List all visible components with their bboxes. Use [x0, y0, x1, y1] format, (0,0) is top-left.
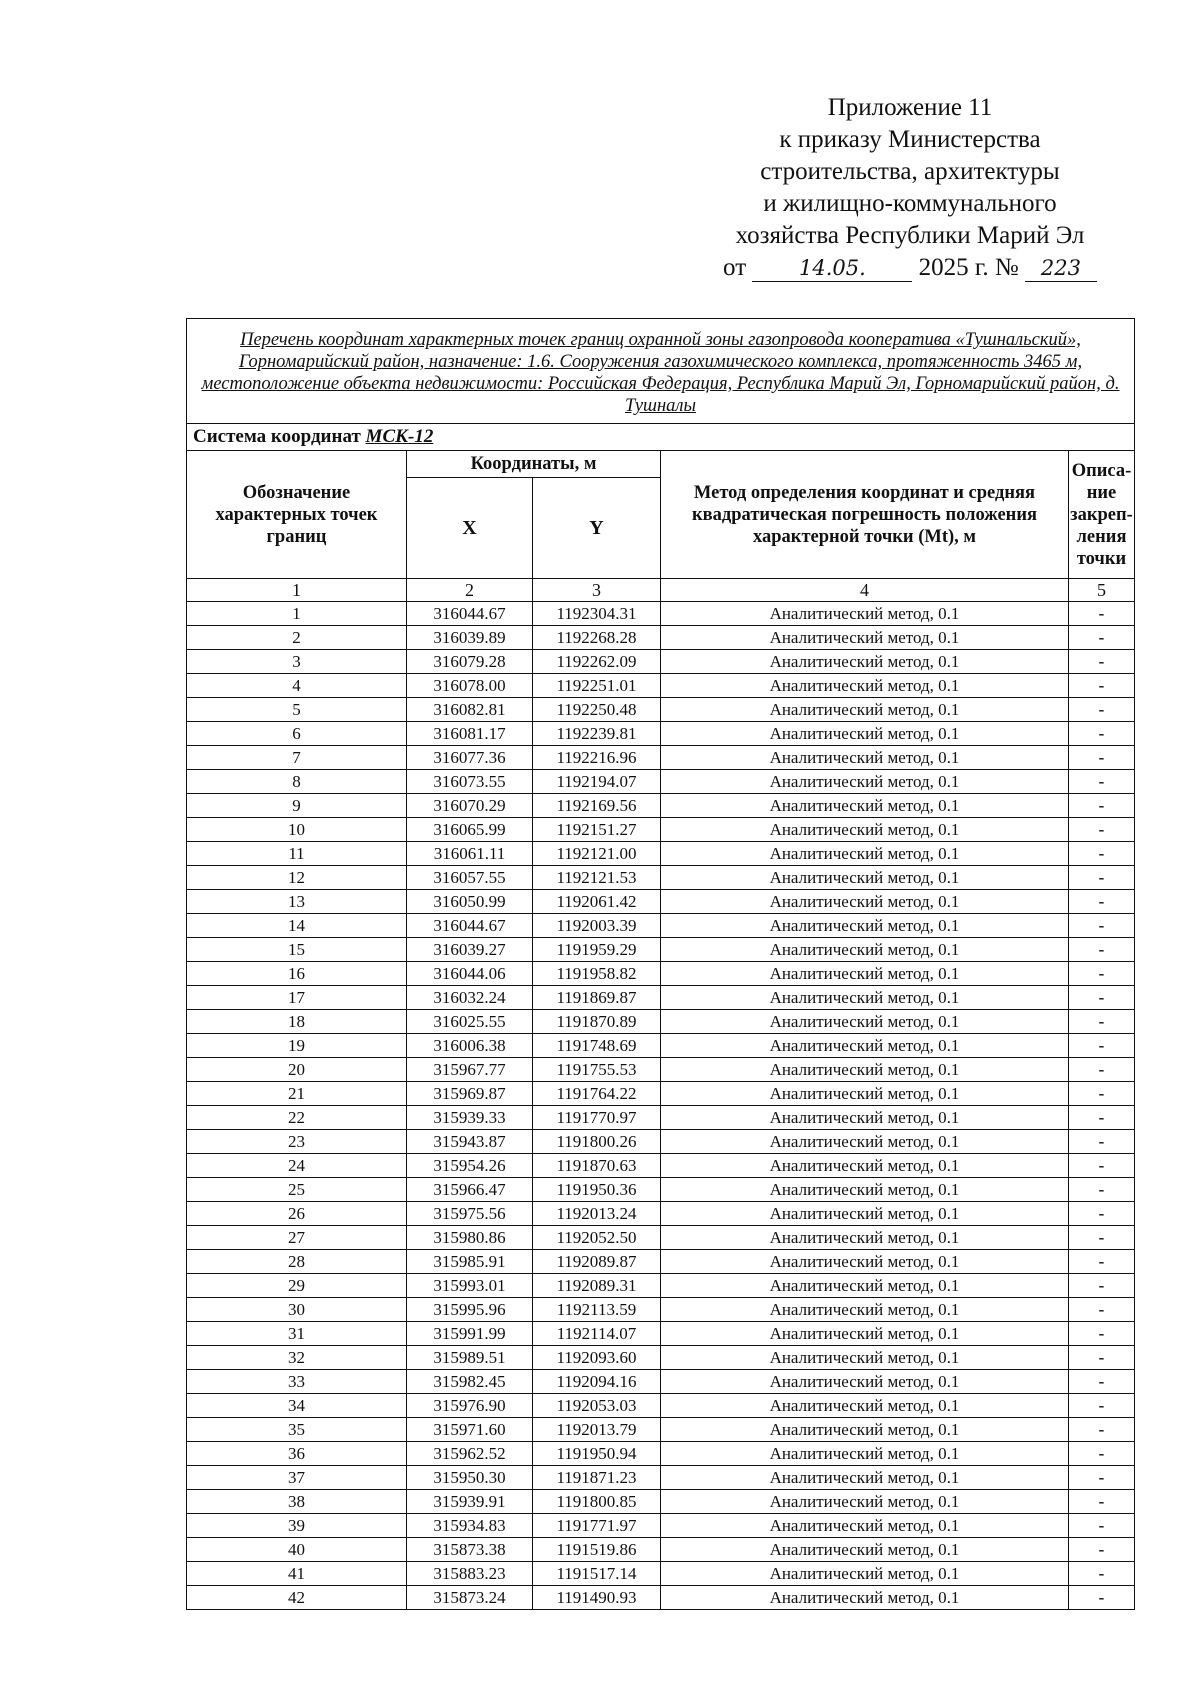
point-number-cell: 34	[187, 1394, 407, 1418]
description-cell: -	[1069, 770, 1135, 794]
table-row	[187, 1082, 1135, 1106]
x-coordinate-cell: 316081.17	[407, 722, 533, 746]
description-cell: -	[1069, 1490, 1135, 1514]
description-cell: -	[1069, 1586, 1135, 1610]
x-coordinate-cell: 316044.67	[407, 602, 533, 626]
ministry-line-1: строительства, архитектуры	[760, 158, 1060, 185]
coordinate-system-row	[187, 424, 1135, 451]
description-cell: -	[1069, 1058, 1135, 1082]
column-number: 4	[661, 579, 1069, 602]
description-cell: -	[1069, 1010, 1135, 1034]
y-coordinate-cell: 1192089.87	[533, 1250, 661, 1274]
x-coordinate-cell: 315939.33	[407, 1106, 533, 1130]
point-number-cell: 14	[187, 914, 407, 938]
x-coordinate-cell: 315967.77	[407, 1058, 533, 1082]
method-cell: Аналитический метод, 0.1	[661, 1466, 1069, 1490]
description-cell: -	[1069, 842, 1135, 866]
description-cell: -	[1069, 1538, 1135, 1562]
description-cell: -	[1069, 722, 1135, 746]
description-cell: -	[1069, 818, 1135, 842]
x-coordinate-cell: 315982.45	[407, 1370, 533, 1394]
table-row	[187, 986, 1135, 1010]
header-method: Метод определения координат и средняя квадратическая погрешность положения характерной точки (Mt), м	[661, 451, 1069, 579]
description-cell: -	[1069, 914, 1135, 938]
y-coordinate-cell: 1192052.50	[533, 1226, 661, 1250]
table-row	[187, 1562, 1135, 1586]
description-cell: -	[1069, 1562, 1135, 1586]
column-number: 2	[407, 579, 533, 602]
table-row	[187, 1466, 1135, 1490]
table-row	[187, 1370, 1135, 1394]
order-year-label: 2025 г. №	[918, 254, 1019, 281]
description-cell: -	[1069, 746, 1135, 770]
x-coordinate-cell: 315962.52	[407, 1442, 533, 1466]
method-cell: Аналитический метод, 0.1	[661, 1202, 1069, 1226]
y-coordinate-cell: 1191870.63	[533, 1154, 661, 1178]
method-cell: Аналитический метод, 0.1	[661, 1298, 1069, 1322]
point-number-cell: 4	[187, 674, 407, 698]
order-reference-line: к приказу Министерства	[779, 126, 1041, 153]
method-cell: Аналитический метод, 0.1	[661, 1442, 1069, 1466]
description-cell: -	[1069, 890, 1135, 914]
table-row	[187, 962, 1135, 986]
order-date-line	[690, 252, 1130, 284]
point-number-cell: 32	[187, 1346, 407, 1370]
point-number-cell: 11	[187, 842, 407, 866]
table-row	[187, 746, 1135, 770]
description-cell: -	[1069, 1082, 1135, 1106]
description-cell: -	[1069, 602, 1135, 626]
table-row	[187, 650, 1135, 674]
description-cell: -	[1069, 794, 1135, 818]
point-number-cell: 23	[187, 1130, 407, 1154]
table-row	[187, 1586, 1135, 1610]
table-row	[187, 1226, 1135, 1250]
table-row	[187, 1010, 1135, 1034]
point-number-cell: 12	[187, 866, 407, 890]
x-coordinate-cell: 316065.99	[407, 818, 533, 842]
table-row	[187, 770, 1135, 794]
y-coordinate-cell: 1191958.82	[533, 962, 661, 986]
description-cell: -	[1069, 1514, 1135, 1538]
y-coordinate-cell: 1192169.56	[533, 794, 661, 818]
y-coordinate-cell: 1192061.42	[533, 890, 661, 914]
x-coordinate-cell: 315995.96	[407, 1298, 533, 1322]
method-cell: Аналитический метод, 0.1	[661, 1322, 1069, 1346]
ministry-line-3: хозяйства Республики Марий Эл	[735, 222, 1085, 249]
y-coordinate-cell: 1191764.22	[533, 1082, 661, 1106]
point-number-cell: 39	[187, 1514, 407, 1538]
y-coordinate-cell: 1191950.94	[533, 1442, 661, 1466]
method-cell: Аналитический метод, 0.1	[661, 1586, 1069, 1610]
x-coordinate-cell: 315873.24	[407, 1586, 533, 1610]
description-cell: -	[1069, 650, 1135, 674]
x-coordinate-cell: 316044.06	[407, 962, 533, 986]
description-cell: -	[1069, 1466, 1135, 1490]
method-cell: Аналитический метод, 0.1	[661, 1490, 1069, 1514]
y-coordinate-cell: 1192304.31	[533, 602, 661, 626]
point-number-cell: 30	[187, 1298, 407, 1322]
method-cell: Аналитический метод, 0.1	[661, 1106, 1069, 1130]
method-cell: Аналитический метод, 0.1	[661, 602, 1069, 626]
y-coordinate-cell: 1191748.69	[533, 1034, 661, 1058]
y-coordinate-cell: 1191517.14	[533, 1562, 661, 1586]
point-number-cell: 42	[187, 1586, 407, 1610]
table-row	[187, 1418, 1135, 1442]
method-cell: Аналитический метод, 0.1	[661, 1562, 1069, 1586]
coordinate-system-value: МСК-12	[365, 426, 434, 447]
point-number-cell: 38	[187, 1490, 407, 1514]
method-cell: Аналитический метод, 0.1	[661, 1082, 1069, 1106]
x-coordinate-cell: 316077.36	[407, 746, 533, 770]
point-number-cell: 7	[187, 746, 407, 770]
appendix-title: Приложение 11	[827, 94, 993, 121]
method-cell: Аналитический метод, 0.1	[661, 962, 1069, 986]
y-coordinate-cell: 1191771.97	[533, 1514, 661, 1538]
x-coordinate-cell: 316044.67	[407, 914, 533, 938]
y-coordinate-cell: 1192013.24	[533, 1202, 661, 1226]
method-cell: Аналитический метод, 0.1	[661, 794, 1069, 818]
method-cell: Аналитический метод, 0.1	[661, 722, 1069, 746]
y-coordinate-cell: 1191490.93	[533, 1586, 661, 1610]
x-coordinate-cell: 315971.60	[407, 1418, 533, 1442]
table-row	[187, 1274, 1135, 1298]
description-cell: -	[1069, 698, 1135, 722]
point-number-cell: 19	[187, 1034, 407, 1058]
point-number-cell: 37	[187, 1466, 407, 1490]
point-number-cell: 18	[187, 1010, 407, 1034]
x-coordinate-cell: 315969.87	[407, 1082, 533, 1106]
table-row	[187, 842, 1135, 866]
x-coordinate-cell: 315980.86	[407, 1226, 533, 1250]
table-row	[187, 1490, 1135, 1514]
method-cell: Аналитический метод, 0.1	[661, 986, 1069, 1010]
table-row	[187, 1250, 1135, 1274]
point-number-cell: 24	[187, 1154, 407, 1178]
table-row	[187, 602, 1135, 626]
table-row	[187, 1514, 1135, 1538]
point-number-cell: 35	[187, 1418, 407, 1442]
method-cell: Аналитический метод, 0.1	[661, 890, 1069, 914]
y-coordinate-cell: 1192003.39	[533, 914, 661, 938]
description-cell: -	[1069, 1418, 1135, 1442]
order-date-handwritten: 14.05.	[752, 255, 912, 282]
description-cell: -	[1069, 1154, 1135, 1178]
y-coordinate-cell: 1192239.81	[533, 722, 661, 746]
point-number-cell: 40	[187, 1538, 407, 1562]
y-coordinate-cell: 1191519.86	[533, 1538, 661, 1562]
method-cell: Аналитический метод, 0.1	[661, 1274, 1069, 1298]
x-coordinate-cell: 315934.83	[407, 1514, 533, 1538]
method-cell: Аналитический метод, 0.1	[661, 914, 1069, 938]
y-coordinate-cell: 1191869.87	[533, 986, 661, 1010]
table-row	[187, 698, 1135, 722]
description-cell: -	[1069, 1322, 1135, 1346]
y-coordinate-cell: 1192268.28	[533, 626, 661, 650]
table-row	[187, 1034, 1135, 1058]
y-coordinate-cell: 1192013.79	[533, 1418, 661, 1442]
description-cell: -	[1069, 1106, 1135, 1130]
y-coordinate-cell: 1191871.23	[533, 1466, 661, 1490]
table-row	[187, 1178, 1135, 1202]
y-coordinate-cell: 1192194.07	[533, 770, 661, 794]
table-row	[187, 1058, 1135, 1082]
x-coordinate-cell: 315950.30	[407, 1466, 533, 1490]
method-cell: Аналитический метод, 0.1	[661, 650, 1069, 674]
table-row	[187, 794, 1135, 818]
table-row	[187, 626, 1135, 650]
y-coordinate-cell: 1192251.01	[533, 674, 661, 698]
x-coordinate-cell: 315975.56	[407, 1202, 533, 1226]
column-number-row	[187, 579, 1135, 602]
method-cell: Аналитический метод, 0.1	[661, 1178, 1069, 1202]
y-coordinate-cell: 1192262.09	[533, 650, 661, 674]
x-coordinate-cell: 315939.91	[407, 1490, 533, 1514]
method-cell: Аналитический метод, 0.1	[661, 1010, 1069, 1034]
point-number-cell: 33	[187, 1370, 407, 1394]
point-number-cell: 29	[187, 1274, 407, 1298]
method-cell: Аналитический метод, 0.1	[661, 818, 1069, 842]
description-cell: -	[1069, 938, 1135, 962]
y-coordinate-cell: 1192089.31	[533, 1274, 661, 1298]
table-row	[187, 1346, 1135, 1370]
method-cell: Аналитический метод, 0.1	[661, 1370, 1069, 1394]
point-number-cell: 36	[187, 1442, 407, 1466]
table-row	[187, 914, 1135, 938]
description-cell: -	[1069, 626, 1135, 650]
table-row	[187, 866, 1135, 890]
x-coordinate-cell: 315954.26	[407, 1154, 533, 1178]
point-number-cell: 28	[187, 1250, 407, 1274]
description-cell: -	[1069, 1178, 1135, 1202]
description-cell: -	[1069, 1226, 1135, 1250]
description-cell: -	[1069, 1298, 1135, 1322]
point-number-cell: 20	[187, 1058, 407, 1082]
method-cell: Аналитический метод, 0.1	[661, 1394, 1069, 1418]
point-number-cell: 27	[187, 1226, 407, 1250]
description-cell: -	[1069, 1394, 1135, 1418]
description-cell: -	[1069, 674, 1135, 698]
method-cell: Аналитический метод, 0.1	[661, 842, 1069, 866]
y-coordinate-cell: 1192151.27	[533, 818, 661, 842]
method-cell: Аналитический метод, 0.1	[661, 1130, 1069, 1154]
table-row	[187, 1154, 1135, 1178]
appendix-header	[690, 92, 1130, 284]
x-coordinate-cell: 315985.91	[407, 1250, 533, 1274]
method-cell: Аналитический метод, 0.1	[661, 1154, 1069, 1178]
y-coordinate-cell: 1192216.96	[533, 746, 661, 770]
coordinates-table	[186, 318, 1135, 1610]
description-cell: -	[1069, 986, 1135, 1010]
method-cell: Аналитический метод, 0.1	[661, 698, 1069, 722]
x-coordinate-cell: 316073.55	[407, 770, 533, 794]
table-row	[187, 890, 1135, 914]
description-cell: -	[1069, 1130, 1135, 1154]
y-coordinate-cell: 1192121.53	[533, 866, 661, 890]
y-coordinate-cell: 1192113.59	[533, 1298, 661, 1322]
x-coordinate-cell: 316057.55	[407, 866, 533, 890]
x-coordinate-cell: 315873.38	[407, 1538, 533, 1562]
header-description: Описа-ние закреп-ления точки	[1069, 451, 1135, 579]
method-cell: Аналитический метод, 0.1	[661, 938, 1069, 962]
point-number-cell: 26	[187, 1202, 407, 1226]
description-cell: -	[1069, 1274, 1135, 1298]
description-cell: -	[1069, 1346, 1135, 1370]
header-coordinates: Координаты, м	[407, 451, 661, 478]
column-number: 3	[533, 579, 661, 602]
point-number-cell: 25	[187, 1178, 407, 1202]
x-coordinate-cell: 315883.23	[407, 1562, 533, 1586]
table-row	[187, 722, 1135, 746]
order-number-handwritten: 223	[1025, 255, 1097, 282]
x-coordinate-cell: 316082.81	[407, 698, 533, 722]
y-coordinate-cell: 1191770.97	[533, 1106, 661, 1130]
point-number-cell: 15	[187, 938, 407, 962]
x-coordinate-cell: 315976.90	[407, 1394, 533, 1418]
method-cell: Аналитический метод, 0.1	[661, 674, 1069, 698]
x-coordinate-cell: 316050.99	[407, 890, 533, 914]
x-coordinate-cell: 316078.00	[407, 674, 533, 698]
table-row	[187, 1538, 1135, 1562]
description-cell: -	[1069, 1370, 1135, 1394]
point-number-cell: 16	[187, 962, 407, 986]
method-cell: Аналитический метод, 0.1	[661, 1226, 1069, 1250]
date-prefix: от	[723, 254, 747, 281]
point-number-cell: 3	[187, 650, 407, 674]
point-number-cell: 41	[187, 1562, 407, 1586]
point-number-cell: 13	[187, 890, 407, 914]
point-number-cell: 22	[187, 1106, 407, 1130]
table-row	[187, 1298, 1135, 1322]
table-row	[187, 1322, 1135, 1346]
table-row	[187, 1202, 1135, 1226]
table-row	[187, 1106, 1135, 1130]
method-cell: Аналитический метод, 0.1	[661, 626, 1069, 650]
description-cell: -	[1069, 962, 1135, 986]
table-row	[187, 818, 1135, 842]
y-coordinate-cell: 1192121.00	[533, 842, 661, 866]
y-coordinate-cell: 1191800.85	[533, 1490, 661, 1514]
table-row	[187, 1442, 1135, 1466]
y-coordinate-cell: 1191870.89	[533, 1010, 661, 1034]
description-cell: -	[1069, 866, 1135, 890]
method-cell: Аналитический метод, 0.1	[661, 1538, 1069, 1562]
coordinate-rows	[187, 602, 1135, 1610]
point-number-cell: 9	[187, 794, 407, 818]
method-cell: Аналитический метод, 0.1	[661, 1514, 1069, 1538]
method-cell: Аналитический метод, 0.1	[661, 1346, 1069, 1370]
point-number-cell: 1	[187, 602, 407, 626]
point-number-cell: 8	[187, 770, 407, 794]
method-cell: Аналитический метод, 0.1	[661, 1418, 1069, 1442]
column-number: 1	[187, 579, 407, 602]
table-row	[187, 938, 1135, 962]
y-coordinate-cell: 1192250.48	[533, 698, 661, 722]
point-number-cell: 21	[187, 1082, 407, 1106]
x-coordinate-cell: 315943.87	[407, 1130, 533, 1154]
header-y: Y	[533, 478, 661, 579]
x-coordinate-cell: 316039.89	[407, 626, 533, 650]
x-coordinate-cell: 315966.47	[407, 1178, 533, 1202]
point-number-cell: 2	[187, 626, 407, 650]
description-cell: -	[1069, 1250, 1135, 1274]
x-coordinate-cell: 315993.01	[407, 1274, 533, 1298]
method-cell: Аналитический метод, 0.1	[661, 1034, 1069, 1058]
x-coordinate-cell: 315991.99	[407, 1322, 533, 1346]
header-x: X	[407, 478, 533, 579]
x-coordinate-cell: 316025.55	[407, 1010, 533, 1034]
x-coordinate-cell: 316039.27	[407, 938, 533, 962]
x-coordinate-cell: 316070.29	[407, 794, 533, 818]
x-coordinate-cell: 315989.51	[407, 1346, 533, 1370]
table-row	[187, 674, 1135, 698]
point-number-cell: 31	[187, 1322, 407, 1346]
description-cell: -	[1069, 1442, 1135, 1466]
x-coordinate-cell: 316032.24	[407, 986, 533, 1010]
y-coordinate-cell: 1191959.29	[533, 938, 661, 962]
point-number-cell: 6	[187, 722, 407, 746]
x-coordinate-cell: 316079.28	[407, 650, 533, 674]
method-cell: Аналитический метод, 0.1	[661, 1058, 1069, 1082]
description-cell: -	[1069, 1034, 1135, 1058]
y-coordinate-cell: 1192053.03	[533, 1394, 661, 1418]
y-coordinate-cell: 1191755.53	[533, 1058, 661, 1082]
method-cell: Аналитический метод, 0.1	[661, 866, 1069, 890]
y-coordinate-cell: 1192114.07	[533, 1322, 661, 1346]
method-cell: Аналитический метод, 0.1	[661, 770, 1069, 794]
point-number-cell: 5	[187, 698, 407, 722]
table-row	[187, 1394, 1135, 1418]
method-cell: Аналитический метод, 0.1	[661, 746, 1069, 770]
ministry-line-2: и жилищно-коммунального	[763, 190, 1057, 217]
x-coordinate-cell: 316061.11	[407, 842, 533, 866]
y-coordinate-cell: 1191950.36	[533, 1178, 661, 1202]
table-row	[187, 1130, 1135, 1154]
header-designation: Обозначение характерных точек границ	[187, 451, 407, 579]
y-coordinate-cell: 1191800.26	[533, 1130, 661, 1154]
method-cell: Аналитический метод, 0.1	[661, 1250, 1069, 1274]
table-title: Перечень координат характерных точек границ охранной зоны газопровода кооператива «Тушнальский», Горномарийский район, назначение: 1.6. Сооружения газохимического комплекса, протяженность 3465 м, местоположение объекта недвижимости: Российская Федерация, Республика Марий Эл, Горномарийский район, д. Тушналы	[187, 319, 1135, 424]
y-coordinate-cell: 1192093.60	[533, 1346, 661, 1370]
point-number-cell: 17	[187, 986, 407, 1010]
x-coordinate-cell: 316006.38	[407, 1034, 533, 1058]
y-coordinate-cell: 1192094.16	[533, 1370, 661, 1394]
point-number-cell: 10	[187, 818, 407, 842]
coordinate-system-label: Система координат	[193, 426, 361, 447]
description-cell: -	[1069, 1202, 1135, 1226]
column-number: 5	[1069, 579, 1135, 602]
